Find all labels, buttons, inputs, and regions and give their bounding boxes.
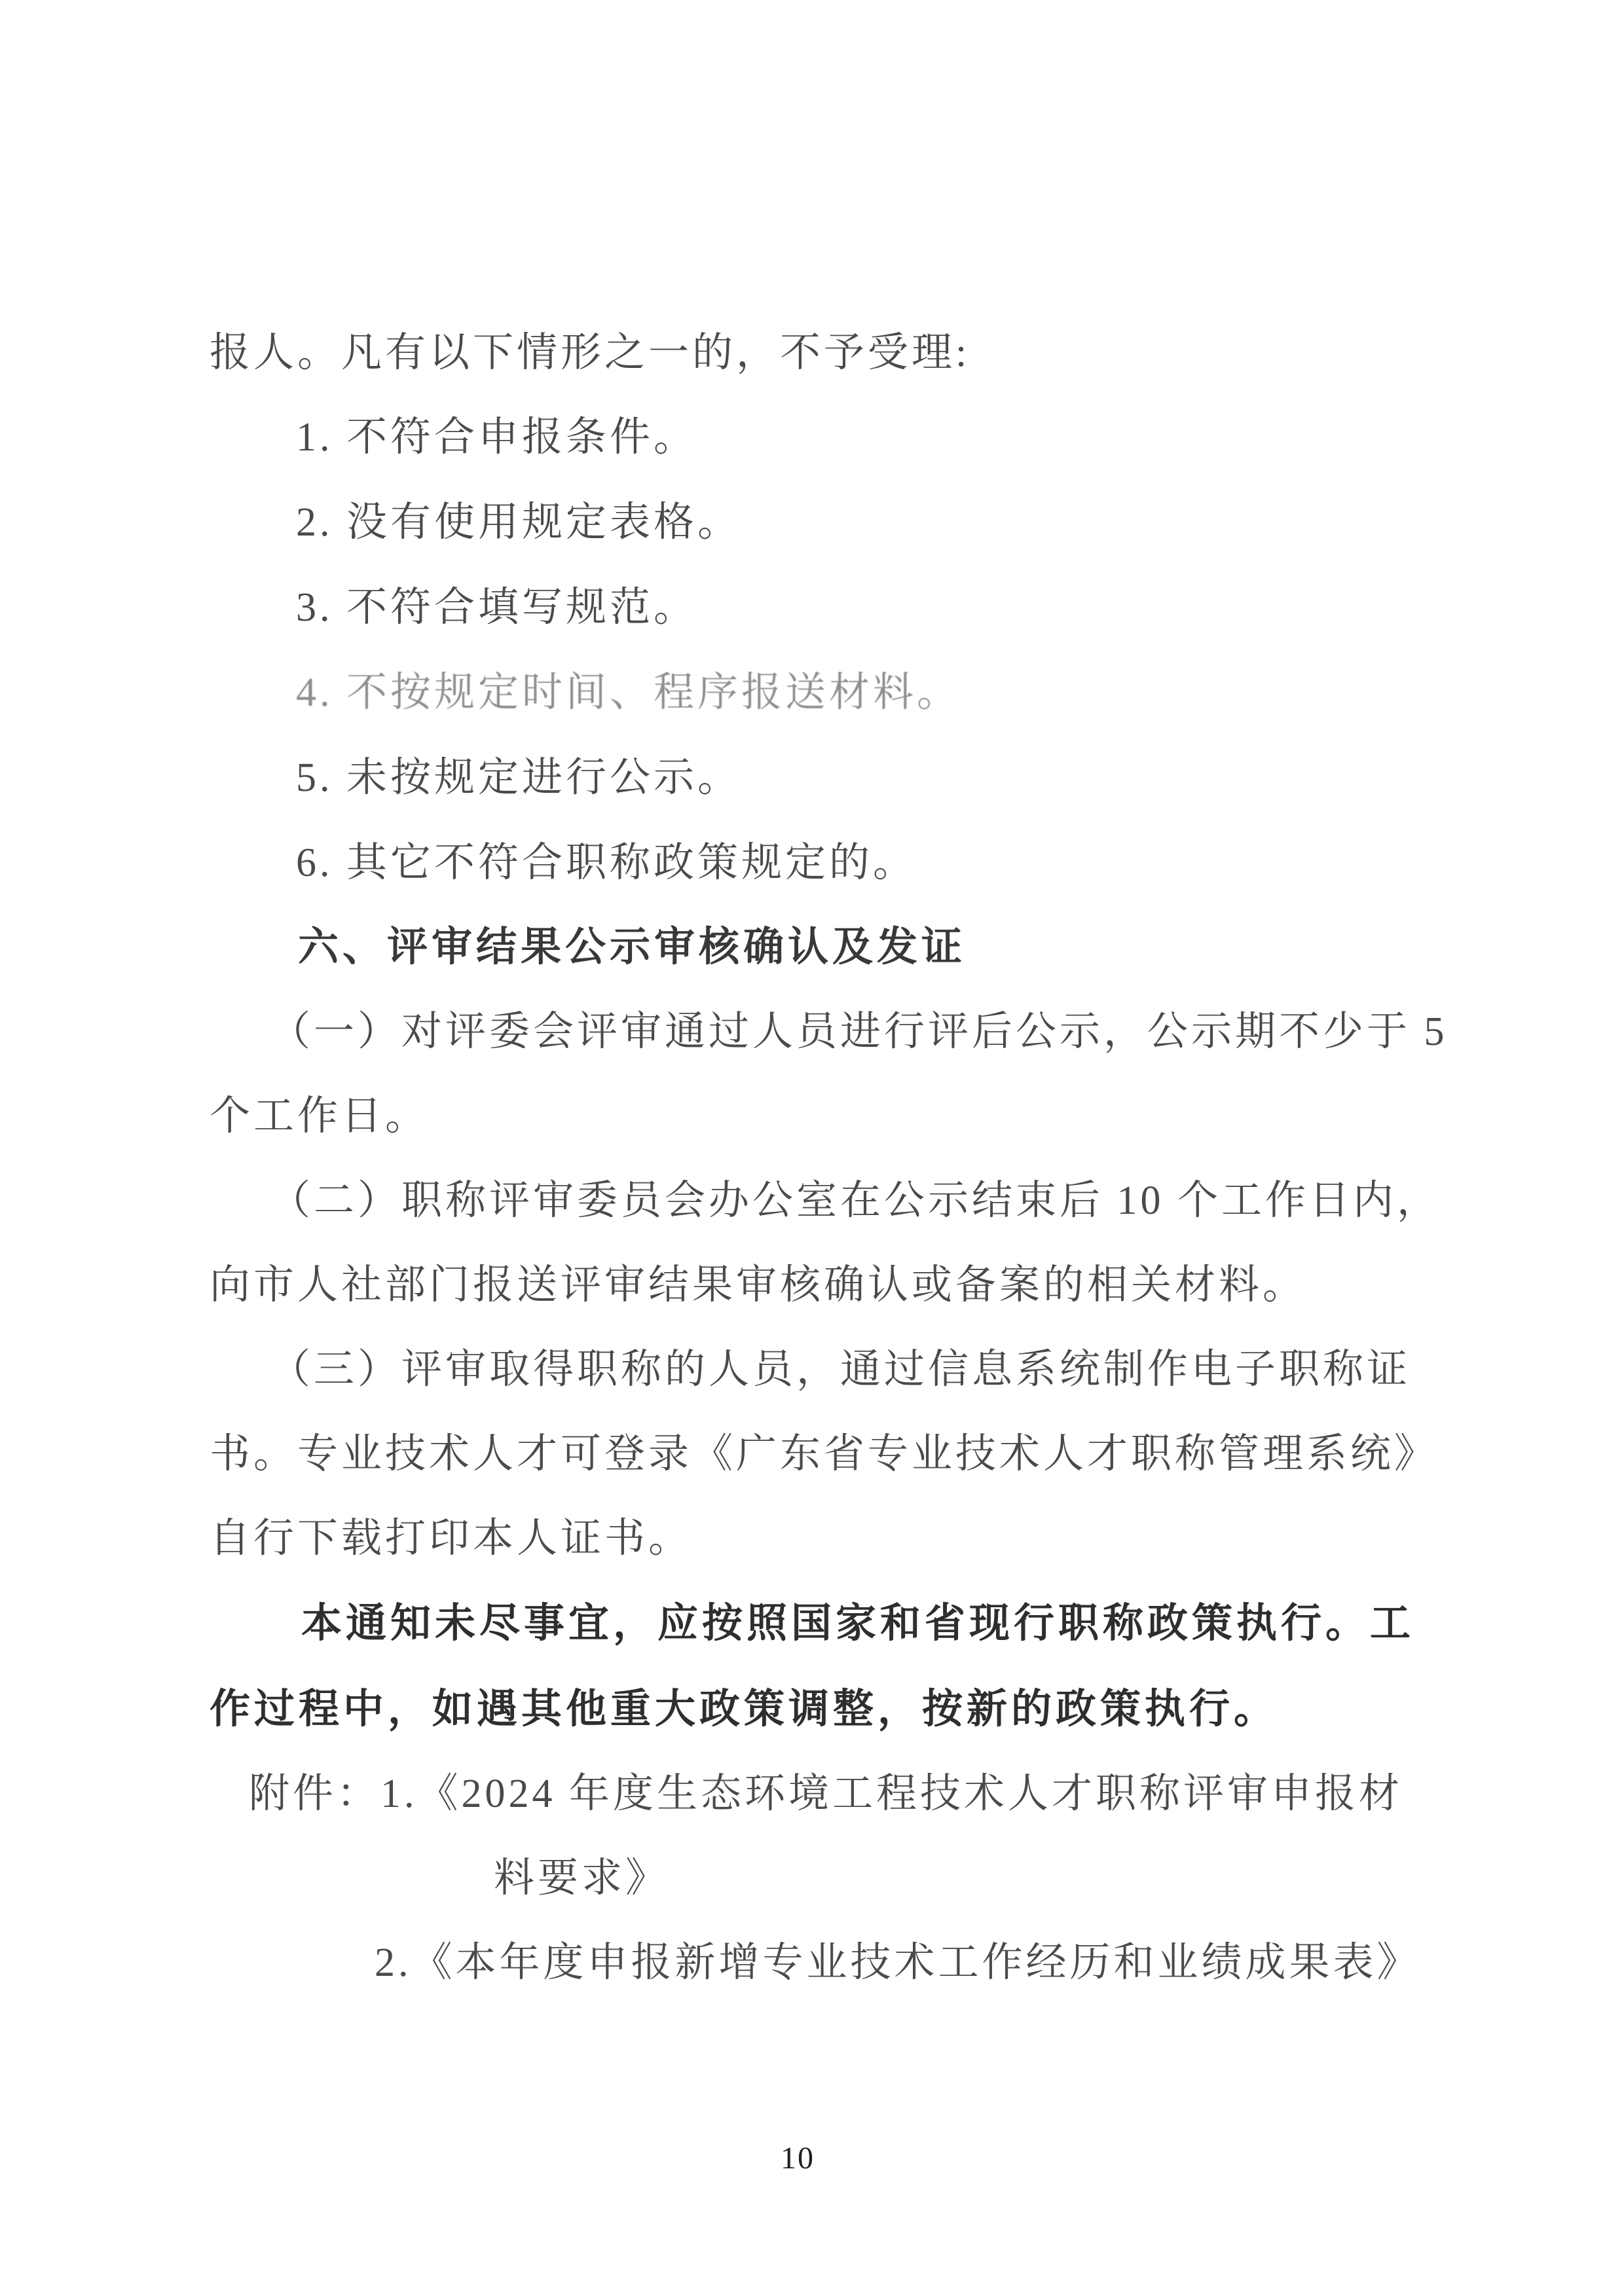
bold-notice-line: 本通知未尽事宜，应按照国家和省现行职称政策执行。工 [301,1601,1415,1646]
list-item-5: 5. 未按规定进行公示。 [296,756,742,800]
list-item-3: 3. 不符合填写规范。 [296,585,698,630]
attachment-line: 料要求》 [494,1856,670,1901]
paragraph-line: 书。专业技术人才可登录《广东省专业技术人才职称管理系统》 [210,1432,1439,1476]
list-item-2: 2. 没有使用规定表格。 [296,500,742,545]
paragraph-line: （二）职称评审委员会办公室在公示结束后 10 个工作日内， [270,1178,1441,1223]
section-heading: 六、评审结果公示审核确认及发证 [298,924,967,970]
paragraph-line: 向市人社部门报送评审结果审核确认或备案的相关材料。 [210,1263,1307,1307]
paragraph-line: （三）评审取得职称的人员，通过信息系统制作电子职称证 [270,1347,1411,1392]
page-number: 10 [781,2141,815,2176]
paragraph-line: 个工作日。 [210,1094,430,1139]
list-item-4: 4. 不按规定时间、程序报送材料。 [296,670,961,715]
attachment-line: 2.《本年度申报新增专业技术工作经历和业绩成果表》 [375,1941,1421,1985]
paragraph-line: 自行下载打印本人证书。 [210,1516,693,1561]
bold-notice-line: 作过程中，如遇其他重大政策调整，按新的政策执行。 [210,1687,1279,1732]
paragraph-line: （一）对评委会评审通过人员进行评后公示，公示期不少于 5 [270,1010,1448,1054]
attachment-line: 附件：1.《2024 年度生态环境工程技术人才职称评审申报材 [249,1772,1403,1816]
list-item-1: 1. 不符合申报条件。 [296,415,698,460]
list-item-6: 6. 其它不符合职称政策规定的。 [296,841,917,885]
continuation-line: 报人。凡有以下情形之一的，不予受理: [210,331,970,375]
